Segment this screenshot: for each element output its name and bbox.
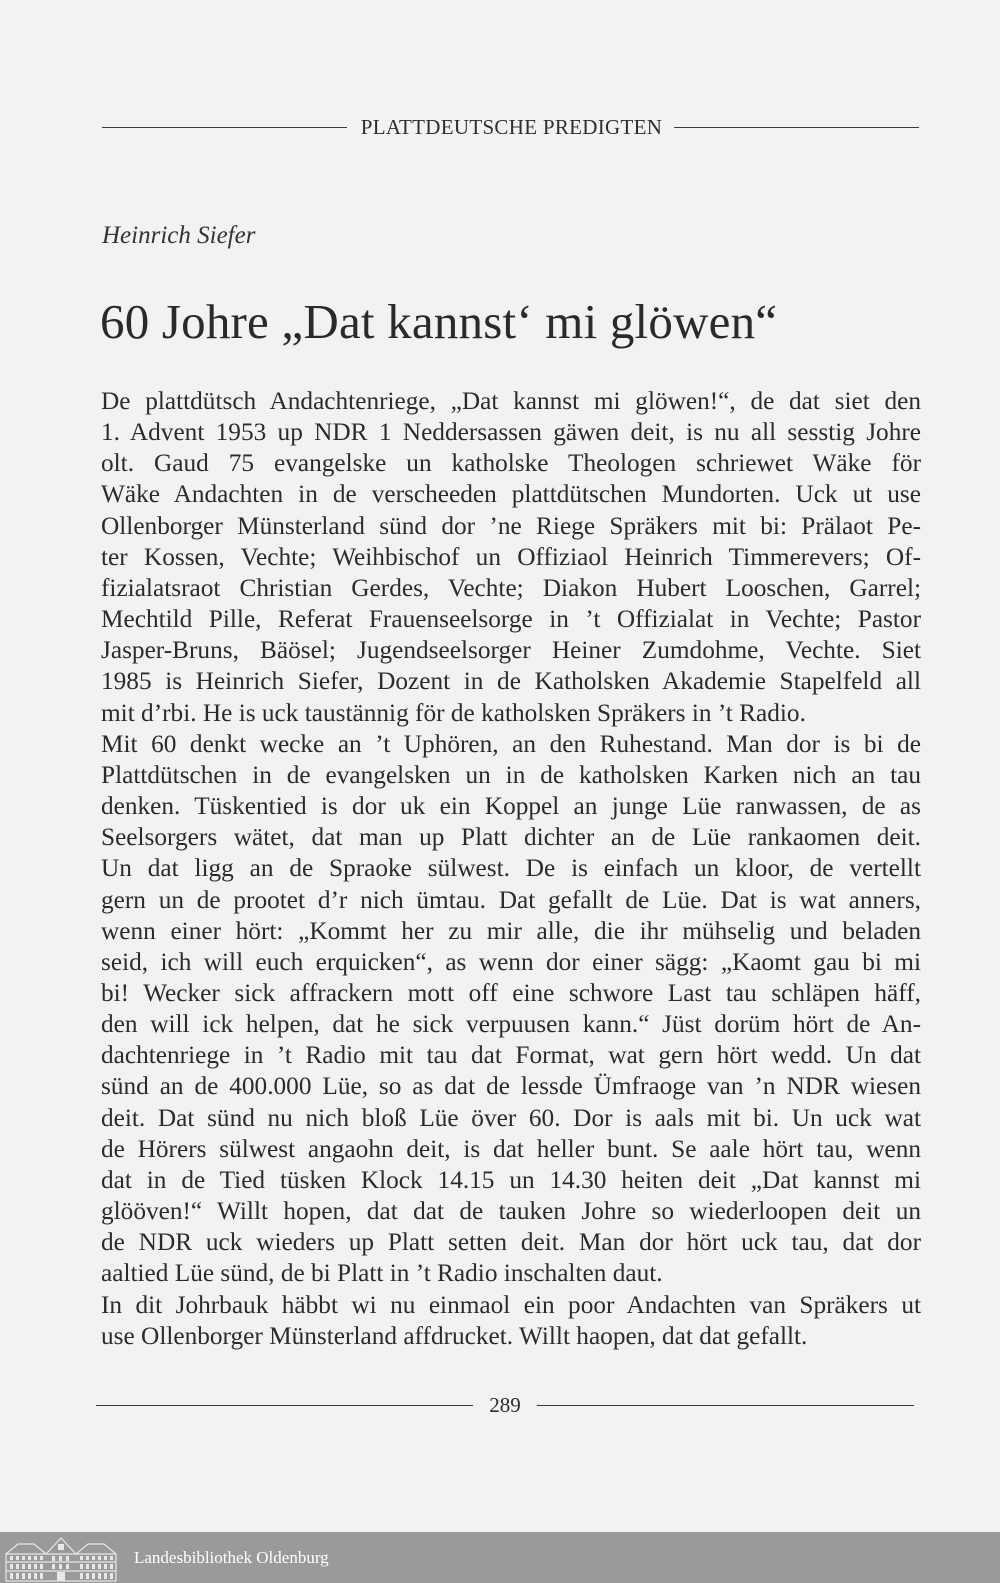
body-line: dachtenriege in ’t Radio mit tau dat Format, wat gern hört wedd. Un dat — [101, 1041, 921, 1070]
library-name: Landesbibliothek Oldenburg — [134, 1547, 329, 1567]
page-footer — [96, 1390, 914, 1420]
body-line: De plattdütsch Andachtenriege, „Dat kannst mi glöwen!“, de dat siet den — [101, 387, 921, 415]
body-line: gern un de prootet d’r nich ümtau. Dat gefallt de Lüe. Dat is wat anners, — [101, 885, 921, 914]
body-line: Wäke Andachten in de verscheeden plattdütschen Mundorten. Uck ut use — [101, 480, 921, 509]
body-line: Seelsorgers wätet, dat man up Platt dichter an de Lüe rankaomen deit. — [101, 823, 921, 852]
body-line: In dit Johrbauk häbbt wi nu einmaol ein poor Andachten van Spräkers ut — [101, 1290, 921, 1319]
body-line: aaltied Lüe sünd, de bi Platt in ’t Radio inschalten daut. — [101, 1259, 663, 1288]
running-header — [102, 112, 919, 142]
body-line: de NDR uck wieders up Platt setten deit. Man dor hört uck tau, dat dor — [101, 1228, 921, 1257]
library-banner — [0, 1532, 1000, 1583]
body-line: dat in de Tied tüsken Klock 14.15 un 14.30 heiten deit „Dat kannst mi — [101, 1165, 921, 1194]
body-line: mit d’rbi. He is uck taustännig för de katholsken Spräkers in ’t Radio. — [101, 698, 806, 727]
body-line: seid, ich will euch erquicken“, as wenn dor einer sägg: „Kaomt gau bi mi — [101, 947, 921, 976]
body-line: glööven!“ Willt hopen, dat dat de tauken Johre so wiederloopen deit un — [101, 1197, 921, 1226]
body-line: 1. Advent 1953 up NDR 1 Neddersassen gäwen deit, is nu all sesstig Johre — [101, 418, 921, 447]
body-line: fizialatsraot Christian Gerdes, Vechte; Diakon Hubert Looschen, Garrel; — [101, 573, 921, 602]
body-line: Jasper-Bruns, Bäösel; Jugendseelsorger Heiner Zumdohme, Vechte. Siet — [101, 636, 921, 665]
body-line: Un dat ligg an de Spraoke sülwest. De is einfach un kloor, de vertellt — [101, 854, 921, 883]
footer-rule-right — [537, 1405, 914, 1406]
running-title: PLATTDEUTSCHE PREDIGTEN — [360, 114, 663, 139]
body-line: den will ick helpen, dat he sick verpuusen kann.“ Jüst dorüm hört de An- — [101, 1010, 921, 1039]
body-line: denken. Tüskentied is dor uk ein Koppel an junge Lüe ranwassen, de as — [101, 792, 921, 821]
body-line: bi! Wecker sick affrackern mott off eine schwore Last tau schläpen häff, — [101, 978, 921, 1007]
body-line: use Ollenborger Münsterland affdrucket. Willt haopen, dat dat gefallt. — [101, 1321, 808, 1350]
body-line: deit. Dat sünd nu nich bloß Lüe över 60. Dor is aals mit bi. Un uck wat — [101, 1103, 921, 1132]
header-rule-right — [674, 127, 919, 128]
body-line: Mit 60 denkt wecke an ’t Uphören, an den Ruhestand. Man dor is bi de — [101, 729, 921, 758]
header-rule-left — [102, 127, 347, 128]
body-line: Plattdütschen in de evangelsken un in de katholsken Karken nich an tau — [101, 760, 921, 789]
library-building-icon — [0, 1532, 122, 1583]
page-number: 289 — [489, 1392, 521, 1417]
footer-rule-left — [96, 1405, 473, 1406]
article-body — [101, 386, 921, 1352]
body-line: sünd an de 400.000 Lüe, so as dat de lessde Ümfraoge van ’n NDR wiesen — [101, 1072, 921, 1101]
body-line: de Hörers sülwest angaohn deit, is dat heller bunt. Se aale hört tau, wenn — [101, 1134, 921, 1163]
body-line: wenn einer hört: „Kommt her zu mir alle, die ihr mühselig und beladen — [101, 916, 921, 945]
body-line: Ollenborger Münsterland sünd dor ’ne Riege Spräkers mit bi: Prälaot Pe- — [101, 511, 921, 540]
body-line: 1985 is Heinrich Siefer, Dozent in de Katholsken Akademie Stapelfeld all — [101, 667, 921, 696]
body-line: Mechtild Pille, Referat Frauenseelsorge in ’t Offizialat in Vechte; Pastor — [101, 605, 921, 634]
article-author: Heinrich Siefer — [102, 222, 256, 249]
body-line: ter Kossen, Vechte; Weihbischof un Offiziaol Heinrich Timmerevers; Of- — [101, 542, 921, 571]
body-line: olt. Gaud 75 evangelske un katholske Theologen schriewet Wäke för — [101, 449, 921, 478]
article-title: 60 Johre „Dat kannst‘ mi glöwen“ — [100, 294, 778, 349]
